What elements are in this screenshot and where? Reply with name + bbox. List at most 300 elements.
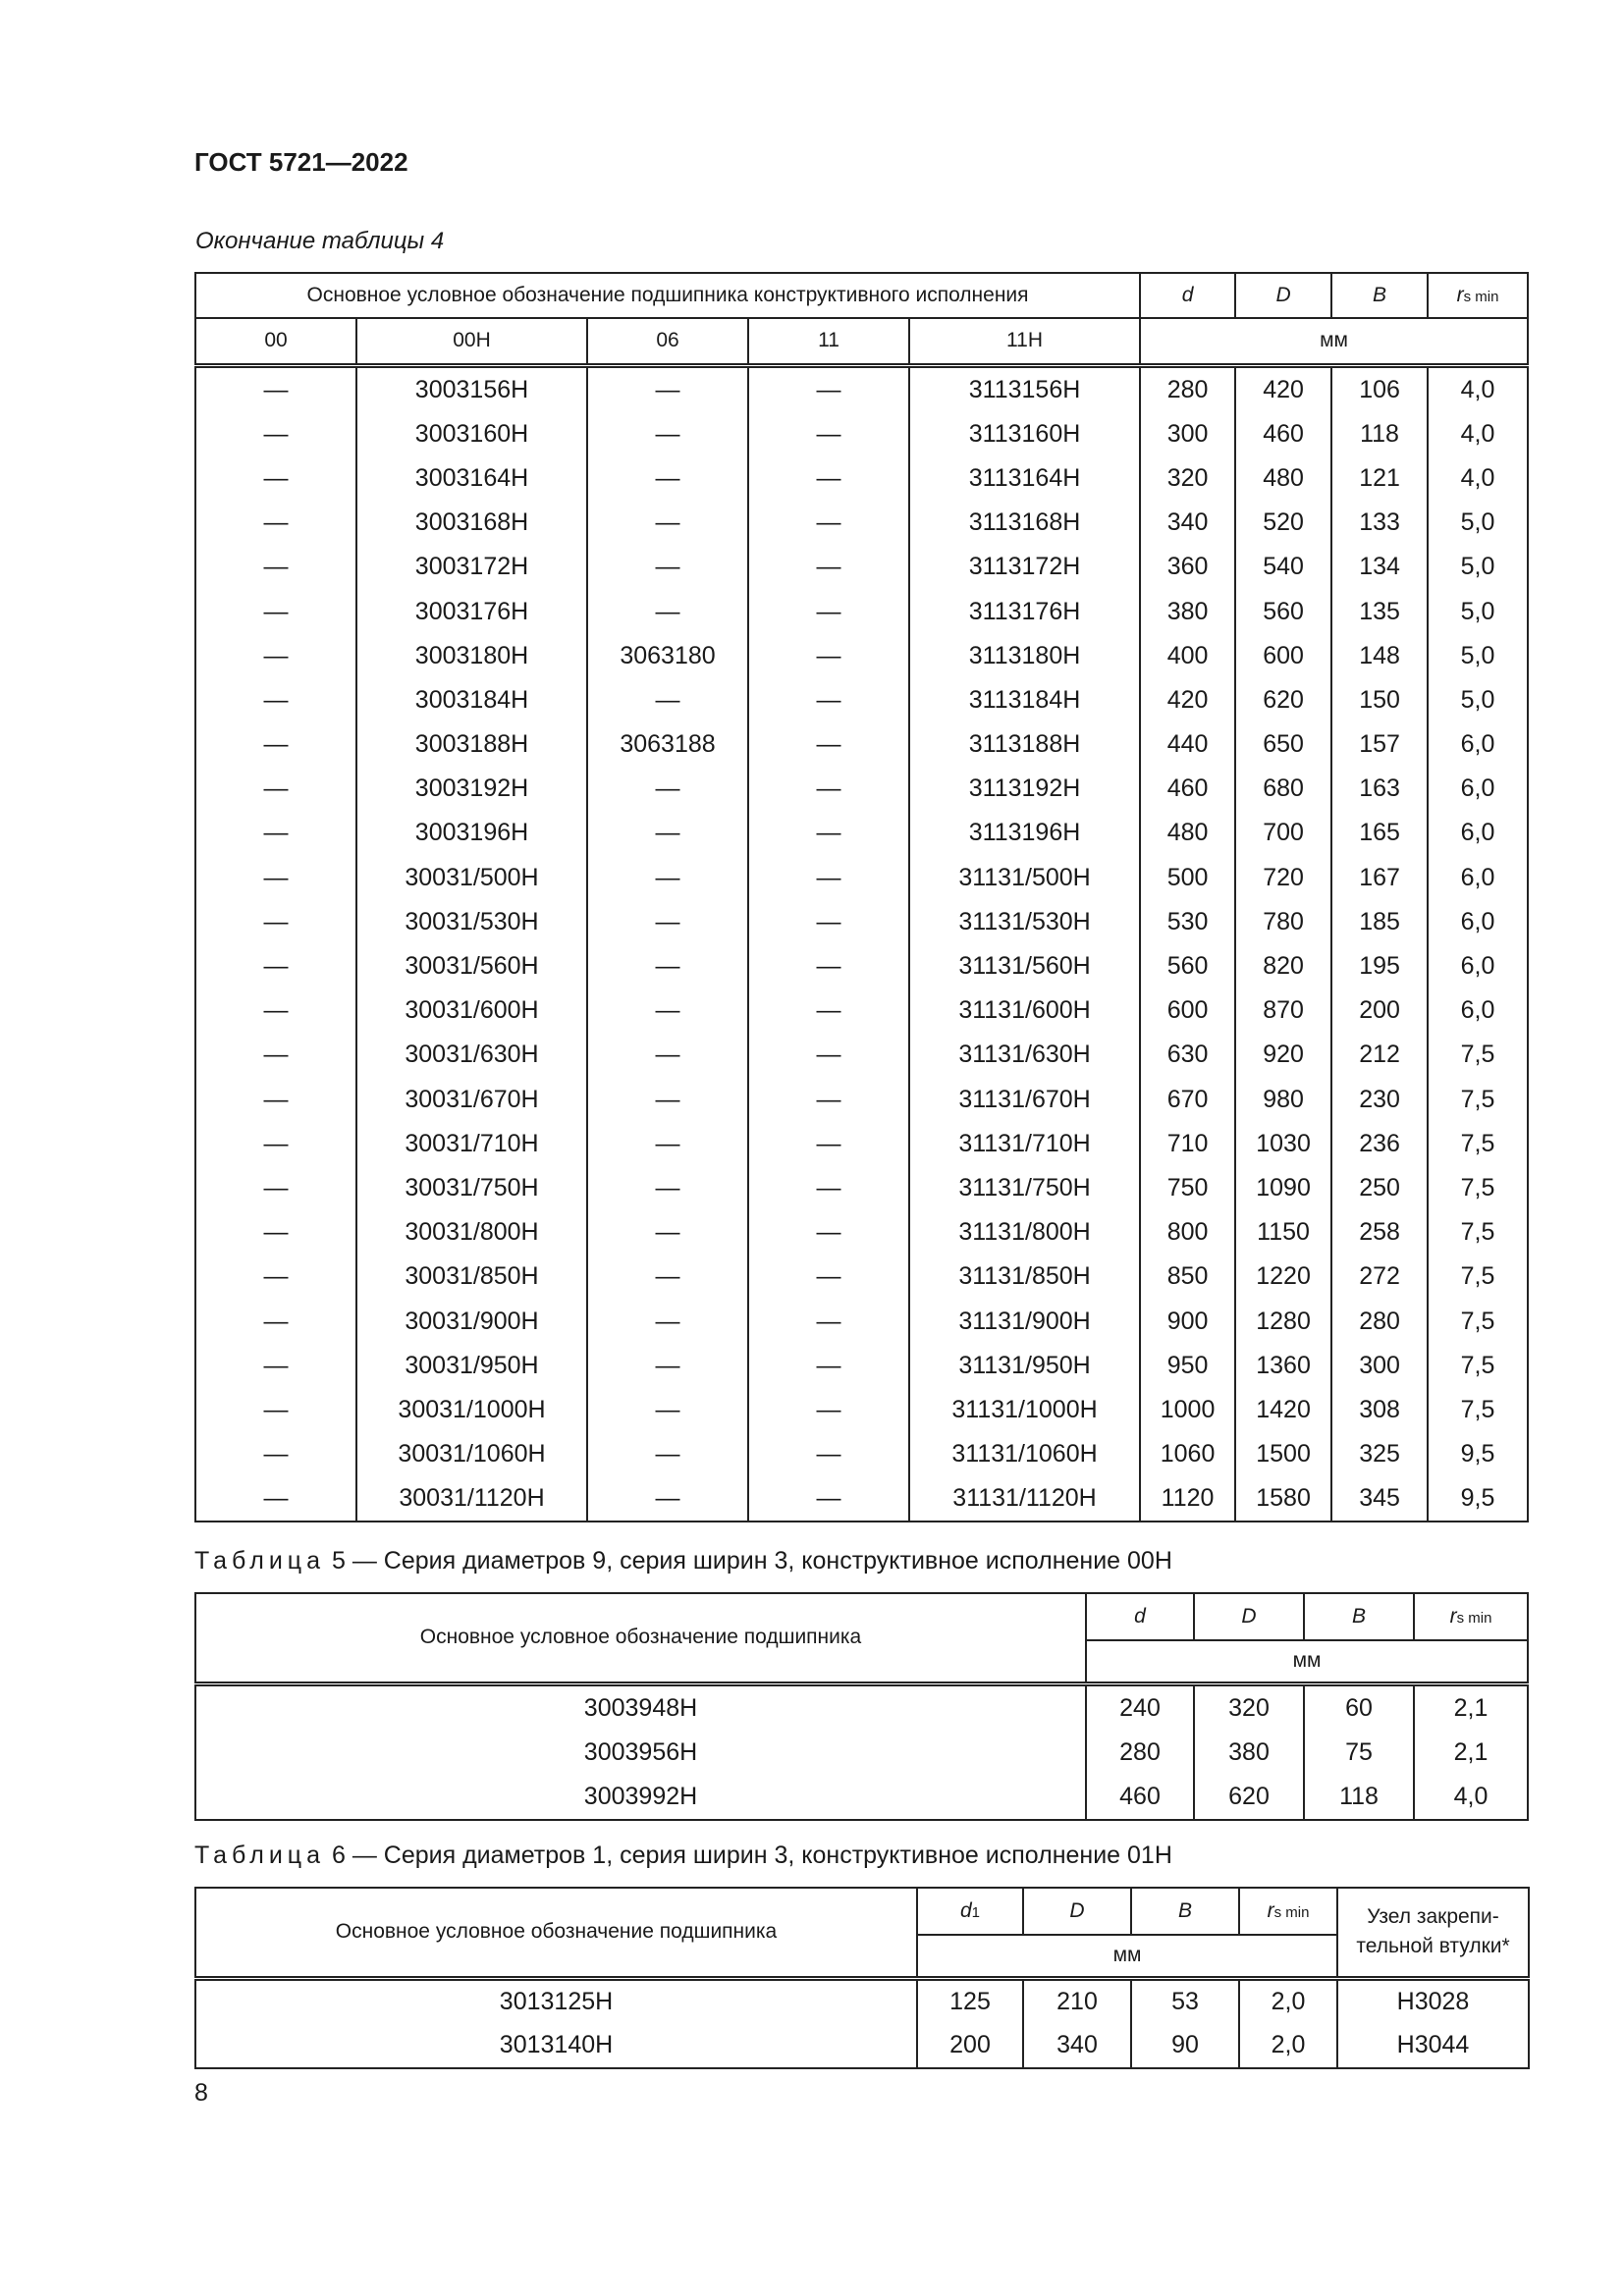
table-cell: — xyxy=(587,545,748,589)
table-row xyxy=(195,1775,1528,1820)
table-cell: 148 xyxy=(1331,634,1428,678)
header-r-s-min: rs min xyxy=(1428,273,1528,318)
table-cell: — xyxy=(195,1344,356,1388)
table-row xyxy=(195,722,1528,767)
table-cell: — xyxy=(195,1033,356,1077)
table-cell: — xyxy=(195,1210,356,1255)
table-row xyxy=(195,501,1528,545)
table-cell: — xyxy=(195,1078,356,1122)
table-cell: 680 xyxy=(1235,767,1331,811)
table-cell: 1090 xyxy=(1235,1166,1331,1210)
table-row xyxy=(195,1299,1528,1343)
table-cell: 185 xyxy=(1331,900,1428,944)
table-cell: — xyxy=(587,767,748,811)
table-cell: 540 xyxy=(1235,545,1331,589)
header-D: D xyxy=(1194,1593,1304,1640)
table-cell: 31131/900H xyxy=(909,1299,1140,1343)
table-cell: — xyxy=(748,1166,909,1210)
table-row xyxy=(195,1078,1528,1122)
table-cell: — xyxy=(195,988,356,1033)
table-cell: 3003180H xyxy=(356,634,587,678)
table-cell: — xyxy=(748,1432,909,1476)
table-cell: 3113180H xyxy=(909,634,1140,678)
table-cell: 6,0 xyxy=(1428,722,1528,767)
table-cell: 780 xyxy=(1235,900,1331,944)
table-cell: 31131/500H xyxy=(909,856,1140,900)
table-cell: 560 xyxy=(1140,944,1235,988)
table-cell: 5,0 xyxy=(1428,589,1528,633)
table-cell: 121 xyxy=(1331,456,1428,501)
table-cell: 3063180 xyxy=(587,634,748,678)
table-row xyxy=(195,1388,1528,1432)
table-cell: 31131/750H xyxy=(909,1166,1140,1210)
table-cell: 3113168H xyxy=(909,501,1140,545)
table-cell: 31131/1120H xyxy=(909,1476,1140,1522)
table-cell: — xyxy=(587,501,748,545)
table-cell: 106 xyxy=(1331,365,1428,412)
header-r-s-min: rs min xyxy=(1414,1593,1528,1640)
table-cell: — xyxy=(587,856,748,900)
table-cell: 3113156H xyxy=(909,365,1140,412)
table-cell: 620 xyxy=(1194,1775,1304,1820)
table-cell: 6,0 xyxy=(1428,944,1528,988)
table5-title: Таблица 5 — Серия диаметров 9, серия ширин 3, конструктивное исполнение 00H xyxy=(194,1547,1172,1575)
table-cell: — xyxy=(748,988,909,1033)
table-cell: 165 xyxy=(1331,811,1428,855)
table-cell: 30031/710H xyxy=(356,1122,587,1166)
table-cell: 3003168H xyxy=(356,501,587,545)
table-row xyxy=(195,456,1528,501)
table-cell: 31131/800H xyxy=(909,1210,1140,1255)
table-cell: — xyxy=(195,589,356,633)
table-cell: 460 xyxy=(1235,412,1331,456)
table-cell: — xyxy=(587,1255,748,1299)
table-cell: 2,1 xyxy=(1414,1683,1528,1731)
table-cell: 700 xyxy=(1235,811,1331,855)
unit-mm: мм xyxy=(1086,1640,1528,1683)
table-cell: 195 xyxy=(1331,944,1428,988)
table-cell: — xyxy=(748,1388,909,1432)
document-header: ГОСТ 5721—2022 xyxy=(194,147,408,177)
table-cell: 750 xyxy=(1140,1166,1235,1210)
table-cell: 5,0 xyxy=(1428,545,1528,589)
table-cell: 1120 xyxy=(1140,1476,1235,1522)
table-cell: — xyxy=(195,501,356,545)
table-cell: 280 xyxy=(1086,1731,1194,1775)
table-cell: 630 xyxy=(1140,1033,1235,1077)
table-cell: 1000 xyxy=(1140,1388,1235,1432)
table-cell: 820 xyxy=(1235,944,1331,988)
table-cell: — xyxy=(195,634,356,678)
table-cell: 800 xyxy=(1140,1210,1235,1255)
table-cell: 3113196H xyxy=(909,811,1140,855)
table-row xyxy=(195,1255,1528,1299)
table-cell: 5,0 xyxy=(1428,501,1528,545)
table-cell: 3113184H xyxy=(909,678,1140,722)
table-cell: 118 xyxy=(1331,412,1428,456)
table-cell: 320 xyxy=(1194,1683,1304,1731)
table-cell: 6,0 xyxy=(1428,988,1528,1033)
table-cell: — xyxy=(748,1255,909,1299)
table-cell: — xyxy=(587,1299,748,1343)
table-cell: 5,0 xyxy=(1428,634,1528,678)
table-5 xyxy=(194,1592,1529,1821)
table-cell: 710 xyxy=(1140,1122,1235,1166)
table-cell: 440 xyxy=(1140,722,1235,767)
table-cell: 1360 xyxy=(1235,1344,1331,1388)
table-cell: — xyxy=(195,1388,356,1432)
table-cell: 670 xyxy=(1140,1078,1235,1122)
table-cell: — xyxy=(195,1432,356,1476)
table-cell: 133 xyxy=(1331,501,1428,545)
table-cell: 1580 xyxy=(1235,1476,1331,1522)
table-cell: 1280 xyxy=(1235,1299,1331,1343)
table-cell: 3113188H xyxy=(909,722,1140,767)
table5-header: Основное условное обозначение подшипника xyxy=(195,1593,1086,1683)
table-cell: 90 xyxy=(1131,2024,1239,2068)
table-cell: 7,5 xyxy=(1428,1078,1528,1122)
table-cell: 3063188 xyxy=(587,722,748,767)
table-row xyxy=(195,1122,1528,1166)
table-cell: 31131/600H xyxy=(909,988,1140,1033)
col-00: 00 xyxy=(195,318,356,365)
table-cell: 150 xyxy=(1331,678,1428,722)
table-cell: — xyxy=(587,365,748,412)
table-cell: — xyxy=(195,811,356,855)
header-d1: d1 xyxy=(917,1888,1023,1935)
table-cell: 272 xyxy=(1331,1255,1428,1299)
table-cell: 135 xyxy=(1331,589,1428,633)
table-cell: — xyxy=(748,944,909,988)
table-cell: 3003992H xyxy=(195,1775,1086,1820)
table-cell: 53 xyxy=(1131,1978,1239,2024)
table-cell: — xyxy=(748,501,909,545)
table-cell: — xyxy=(195,900,356,944)
table-cell: — xyxy=(748,1078,909,1122)
table-cell: — xyxy=(748,811,909,855)
table-cell: 125 xyxy=(917,1978,1023,2024)
table-cell: 30031/800H xyxy=(356,1210,587,1255)
table-row xyxy=(195,856,1528,900)
table-cell: 134 xyxy=(1331,545,1428,589)
table-cell: 240 xyxy=(1086,1683,1194,1731)
table-cell: 380 xyxy=(1140,589,1235,633)
table-cell: 250 xyxy=(1331,1166,1428,1210)
table-row xyxy=(195,412,1528,456)
table-row xyxy=(195,365,1528,412)
table-cell: 236 xyxy=(1331,1122,1428,1166)
table-cell: 400 xyxy=(1140,634,1235,678)
table-cell: 7,5 xyxy=(1428,1255,1528,1299)
table-cell: — xyxy=(748,1122,909,1166)
table-cell: — xyxy=(587,900,748,944)
table-cell: 7,5 xyxy=(1428,1210,1528,1255)
table-cell: 380 xyxy=(1194,1731,1304,1775)
table-cell: 9,5 xyxy=(1428,1476,1528,1522)
table-cell: 31131/670H xyxy=(909,1078,1140,1122)
table-cell: — xyxy=(748,1033,909,1077)
table-cell: 3003184H xyxy=(356,678,587,722)
table-cell: 1150 xyxy=(1235,1210,1331,1255)
table-row xyxy=(195,1978,1529,2024)
table-cell: 420 xyxy=(1235,365,1331,412)
table-row xyxy=(195,811,1528,855)
table-cell: — xyxy=(587,456,748,501)
table-cell: 308 xyxy=(1331,1388,1428,1432)
table-cell: — xyxy=(195,412,356,456)
table-cell: 7,5 xyxy=(1428,1344,1528,1388)
table-cell: 31131/950H xyxy=(909,1344,1140,1388)
table-cell: — xyxy=(195,545,356,589)
table-cell: — xyxy=(195,1166,356,1210)
table-cell: 950 xyxy=(1140,1344,1235,1388)
table-cell: 163 xyxy=(1331,767,1428,811)
table-cell: 600 xyxy=(1235,634,1331,678)
table-cell: 3003188H xyxy=(356,722,587,767)
table-cell: — xyxy=(587,1078,748,1122)
table-cell: 720 xyxy=(1235,856,1331,900)
table-cell: 3003160H xyxy=(356,412,587,456)
table-row xyxy=(195,634,1528,678)
table6-title: Таблица 6 — Серия диаметров 1, серия ширин 3, конструктивное исполнение 01H xyxy=(194,1842,1172,1869)
table-cell: 30031/1120H xyxy=(356,1476,587,1522)
table-cell: 520 xyxy=(1235,501,1331,545)
sleeve-header: Узел закрепи-тельной втулки* xyxy=(1337,1888,1529,1978)
table-cell: — xyxy=(195,1255,356,1299)
table-cell: — xyxy=(748,412,909,456)
table-cell: H3028 xyxy=(1337,1978,1529,2024)
col-00H: 00H xyxy=(356,318,587,365)
table-cell: 3113164H xyxy=(909,456,1140,501)
table-cell: 30031/630H xyxy=(356,1033,587,1077)
table-cell: 31131/560H xyxy=(909,944,1140,988)
table-cell: 3013140H xyxy=(195,2024,917,2068)
table-cell: 7,5 xyxy=(1428,1388,1528,1432)
table-cell: 30031/900H xyxy=(356,1299,587,1343)
table-cell: 4,0 xyxy=(1428,365,1528,412)
table-cell: 320 xyxy=(1140,456,1235,501)
table-cell: 7,5 xyxy=(1428,1299,1528,1343)
table-cell: 1500 xyxy=(1235,1432,1331,1476)
table-cell: 210 xyxy=(1023,1978,1131,2024)
header-d: d xyxy=(1086,1593,1194,1640)
unit-mm: мм xyxy=(1140,318,1528,365)
table-cell: 2,0 xyxy=(1239,1978,1337,2024)
table-cell: — xyxy=(195,1299,356,1343)
header-D: D xyxy=(1023,1888,1131,1935)
table-cell: 75 xyxy=(1304,1731,1414,1775)
table-cell: 650 xyxy=(1235,722,1331,767)
table-cell: 620 xyxy=(1235,678,1331,722)
table-cell: 3003196H xyxy=(356,811,587,855)
table-cell: — xyxy=(195,767,356,811)
table-cell: — xyxy=(195,1122,356,1166)
table-cell: 530 xyxy=(1140,900,1235,944)
table-cell: — xyxy=(587,1166,748,1210)
table-cell: 30031/850H xyxy=(356,1255,587,1299)
table-cell: 3003176H xyxy=(356,589,587,633)
table-cell: 7,5 xyxy=(1428,1122,1528,1166)
table4-caption: Окончание таблицы 4 xyxy=(195,228,445,254)
table-cell: 920 xyxy=(1235,1033,1331,1077)
table-cell: 600 xyxy=(1140,988,1235,1033)
header-B: B xyxy=(1304,1593,1414,1640)
table-cell: 850 xyxy=(1140,1255,1235,1299)
table-cell: 31131/710H xyxy=(909,1122,1140,1166)
table-cell: 340 xyxy=(1023,2024,1131,2068)
table-cell: 345 xyxy=(1331,1476,1428,1522)
table-cell: — xyxy=(587,1344,748,1388)
table-cell: 360 xyxy=(1140,545,1235,589)
table-row xyxy=(195,1476,1528,1522)
table-cell: 3113176H xyxy=(909,589,1140,633)
table-row xyxy=(195,1166,1528,1210)
table-cell: — xyxy=(748,767,909,811)
table-4 xyxy=(194,272,1529,1522)
header-D: D xyxy=(1235,273,1331,318)
table-cell: 3113192H xyxy=(909,767,1140,811)
table-cell: 1220 xyxy=(1235,1255,1331,1299)
table-cell: 3003164H xyxy=(356,456,587,501)
table-cell: 1420 xyxy=(1235,1388,1331,1432)
table-cell: 4,0 xyxy=(1428,456,1528,501)
table-cell: 980 xyxy=(1235,1078,1331,1122)
table-cell: — xyxy=(748,1344,909,1388)
table-cell: 1060 xyxy=(1140,1432,1235,1476)
table-cell: 30031/1060H xyxy=(356,1432,587,1476)
table-cell: H3044 xyxy=(1337,2024,1529,2068)
table4-main-header: Основное условное обозначение подшипника конструктивного исполнения xyxy=(195,273,1140,318)
table-cell: 31131/530H xyxy=(909,900,1140,944)
header-B: B xyxy=(1131,1888,1239,1935)
table-row xyxy=(195,1033,1528,1077)
table-cell: — xyxy=(587,1476,748,1522)
table-cell: 300 xyxy=(1140,412,1235,456)
table-cell: 30031/500H xyxy=(356,856,587,900)
table-cell: 3003948H xyxy=(195,1683,1086,1731)
table-row xyxy=(195,1210,1528,1255)
table-cell: 280 xyxy=(1331,1299,1428,1343)
table-cell: 460 xyxy=(1086,1775,1194,1820)
table-cell: — xyxy=(748,1476,909,1522)
table-row xyxy=(195,944,1528,988)
table-cell: — xyxy=(587,1388,748,1432)
table-cell: — xyxy=(587,988,748,1033)
table-cell: 2,0 xyxy=(1239,2024,1337,2068)
table-cell: 6,0 xyxy=(1428,767,1528,811)
table-cell: 167 xyxy=(1331,856,1428,900)
table-cell: 258 xyxy=(1331,1210,1428,1255)
table-cell: 31131/1000H xyxy=(909,1388,1140,1432)
table-cell: — xyxy=(748,900,909,944)
table-cell: 6,0 xyxy=(1428,900,1528,944)
table-cell: 30031/530H xyxy=(356,900,587,944)
table-cell: 325 xyxy=(1331,1432,1428,1476)
col-06: 06 xyxy=(587,318,748,365)
table-cell: 2,1 xyxy=(1414,1731,1528,1775)
table-cell: — xyxy=(748,1210,909,1255)
col-11H: 11H xyxy=(909,318,1140,365)
table-cell: — xyxy=(195,456,356,501)
table-cell: 30031/560H xyxy=(356,944,587,988)
table-cell: 30031/750H xyxy=(356,1166,587,1210)
table-cell: 7,5 xyxy=(1428,1033,1528,1077)
unit-mm: мм xyxy=(917,1935,1337,1978)
table-cell: 3013125H xyxy=(195,1978,917,2024)
table-cell: — xyxy=(195,722,356,767)
table-cell: — xyxy=(748,856,909,900)
table-cell: 480 xyxy=(1235,456,1331,501)
table-cell: 9,5 xyxy=(1428,1432,1528,1476)
table-cell: 31131/850H xyxy=(909,1255,1140,1299)
table-cell: 480 xyxy=(1140,811,1235,855)
table-cell: 3113160H xyxy=(909,412,1140,456)
table-cell: 230 xyxy=(1331,1078,1428,1122)
table-row xyxy=(195,988,1528,1033)
table-cell: — xyxy=(587,412,748,456)
table-cell: 3003156H xyxy=(356,365,587,412)
table-cell: — xyxy=(748,678,909,722)
table-row xyxy=(195,1344,1528,1388)
table-cell: — xyxy=(748,1299,909,1343)
table-cell: 4,0 xyxy=(1414,1775,1528,1820)
table-cell: — xyxy=(587,1033,748,1077)
table-row xyxy=(195,900,1528,944)
table-cell: — xyxy=(587,589,748,633)
header-r-s-min: rs min xyxy=(1239,1888,1337,1935)
table-cell: 3003956H xyxy=(195,1731,1086,1775)
table-cell: 60 xyxy=(1304,1683,1414,1731)
table-cell: — xyxy=(587,811,748,855)
table-cell: 420 xyxy=(1140,678,1235,722)
table-cell: 30031/950H xyxy=(356,1344,587,1388)
page-number: 8 xyxy=(194,2079,208,2107)
table-cell: — xyxy=(748,456,909,501)
table-cell: — xyxy=(195,678,356,722)
table-6 xyxy=(194,1887,1530,2069)
table-cell: 6,0 xyxy=(1428,856,1528,900)
table6-header: Основное условное обозначение подшипника xyxy=(195,1888,917,1978)
table-cell: 3003192H xyxy=(356,767,587,811)
table-cell: 3113172H xyxy=(909,545,1140,589)
table-row xyxy=(195,1731,1528,1775)
table-cell: 900 xyxy=(1140,1299,1235,1343)
table-row xyxy=(195,545,1528,589)
table-cell: 30031/670H xyxy=(356,1078,587,1122)
table-cell: 118 xyxy=(1304,1775,1414,1820)
table-cell: — xyxy=(195,856,356,900)
table-cell: 340 xyxy=(1140,501,1235,545)
table-cell: — xyxy=(587,1122,748,1166)
header-B: B xyxy=(1331,273,1428,318)
table-row xyxy=(195,1683,1528,1731)
table-cell: 6,0 xyxy=(1428,811,1528,855)
table-row xyxy=(195,589,1528,633)
table-cell: 7,5 xyxy=(1428,1166,1528,1210)
table-cell: 31131/630H xyxy=(909,1033,1140,1077)
table-cell: 30031/1000H xyxy=(356,1388,587,1432)
table-cell: — xyxy=(195,1476,356,1522)
table-cell: 280 xyxy=(1140,365,1235,412)
table-cell: 300 xyxy=(1331,1344,1428,1388)
table-cell: 460 xyxy=(1140,767,1235,811)
table-cell: 31131/1060H xyxy=(909,1432,1140,1476)
table-cell: 3003172H xyxy=(356,545,587,589)
col-11: 11 xyxy=(748,318,909,365)
header-d: d xyxy=(1140,273,1235,318)
table-cell: — xyxy=(587,1210,748,1255)
table-cell: — xyxy=(748,589,909,633)
